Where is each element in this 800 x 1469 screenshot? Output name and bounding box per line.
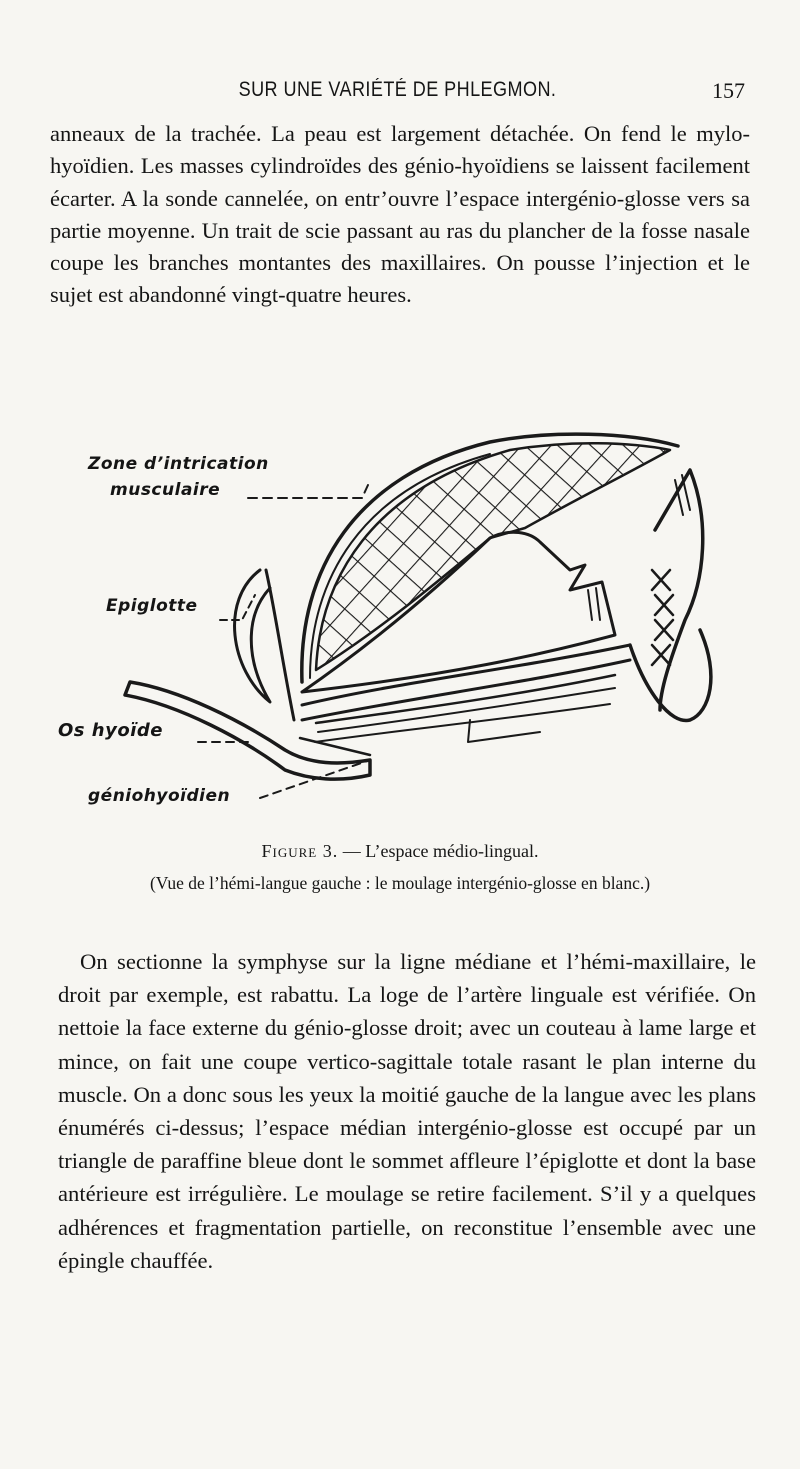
leader-zone xyxy=(248,485,368,498)
figure-number: Figure 3. xyxy=(261,841,339,861)
running-header xyxy=(50,78,745,108)
label-zone-line1: Zone d’intrication xyxy=(88,454,269,474)
figure-3 xyxy=(58,420,750,820)
page-number: 157 xyxy=(712,78,745,103)
label-geniohyoidien: géniohyoïdien xyxy=(88,786,231,806)
label-epiglotte: Epiglotte xyxy=(106,596,198,616)
figure-caption xyxy=(0,841,800,862)
figure-title: — L’espace médio-lingual. xyxy=(342,841,539,861)
epiglottis xyxy=(235,570,270,702)
genioglossus-band xyxy=(302,645,630,705)
label-os-hyoide: Os hyoïde xyxy=(58,720,163,741)
paragraph-2: On sectionne la symphyse sur la ligne médiane et l’hémi-maxillaire, le droit par exemple, est rabattu. La loge de l’artère linguale est vérifiée. On nettoie la face externe du génio-glosse droit; avec un couteau à lame large et mince, on fait une coupe vertico-sagittale totale rasant le plan interne du muscle. On a donc sous les yeux la moitié gauche de la langue avec les plans énumérés ci-dessus; l’espace médian intergénio-glosse est occupé par un triangle de paraffine bleue dont le sommet affleure l’épiglotte et dont la base antérieure est irrégulière. Le moulage se retire facilement. S’il y a quelques adhérences et fragmentation partielle, on reconstitue l’ensemble avec une épingle chauffée. xyxy=(58,949,756,1273)
muscular-zone xyxy=(316,443,670,670)
paragraph-1: anneaux de la trachée. La peau est largement détachée. On fend le mylo-hyoïdien. Les masses cylindroïdes des génio-hyoïdiens se laissent facilement écarter. A la sonde cannelée, on entr’ouvre l’espace intergénio-glosse vers sa partie moyenne. Un trait de scie passant au ras du plancher de la fosse nasale coupe les branches montantes des maxillaires. On pousse l’injection et le sujet est abandonné vingt-quatre heures. xyxy=(50,121,750,308)
chin-outline xyxy=(655,470,703,710)
figure-subcaption: (Vue de l’hémi-langue gauche : le moulage intergénio-glosse en blanc.) xyxy=(149,873,651,893)
running-title: SUR UNE VARIÉTÉ DE PHLEGMON. xyxy=(238,78,557,101)
label-zone-line2: musculaire xyxy=(110,480,221,500)
